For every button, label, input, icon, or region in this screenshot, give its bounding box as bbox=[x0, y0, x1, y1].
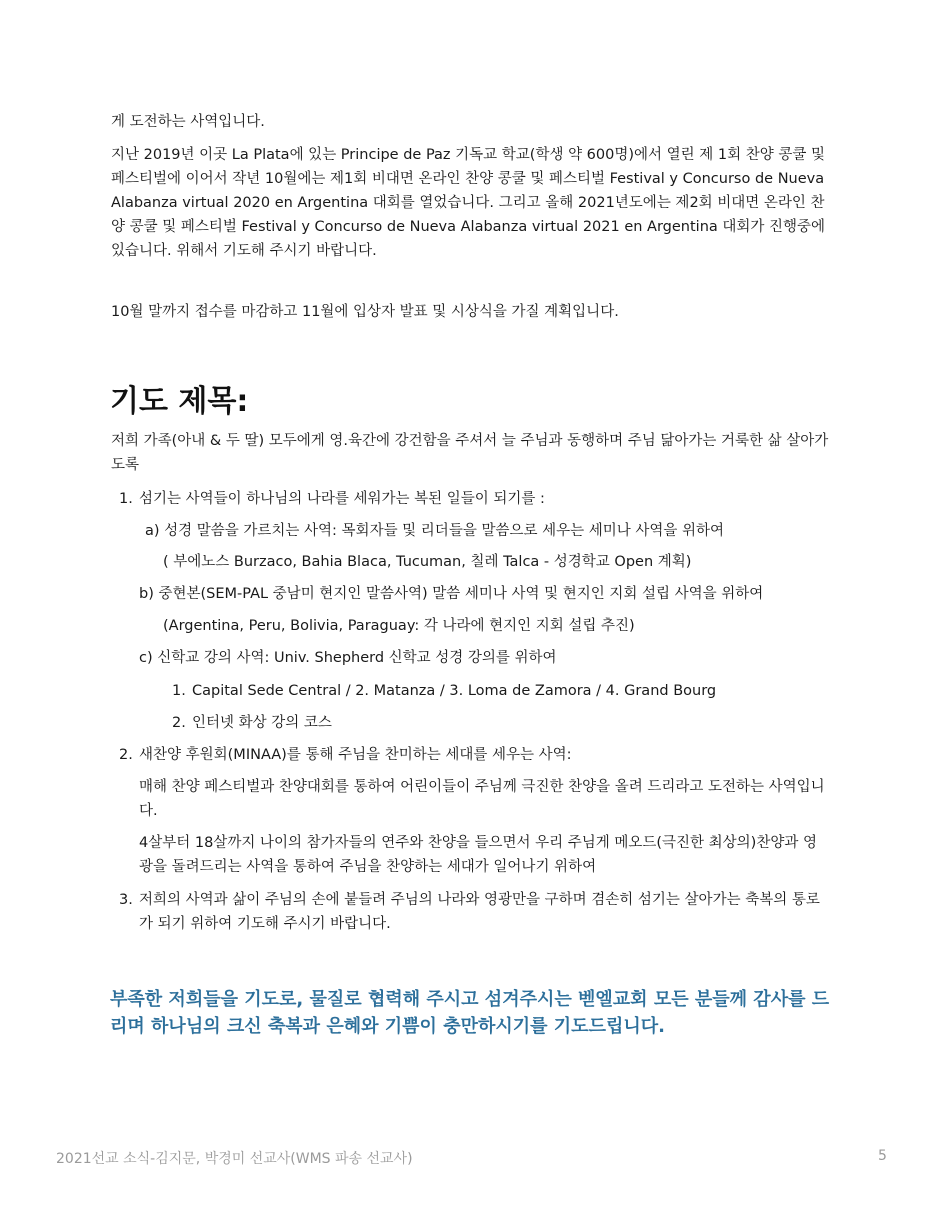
item1-c: c) 신학교 강의 사역: Univ. Shepherd 신학교 성경 강의를 위하여 bbox=[139, 650, 557, 666]
prayer-lead: 저희 가족(아내 & 두 딸) 모두에게 영.육간에 강건함을 주셔서 늘 주님과 동행하며 주님 닮아가는 거룩한 삶 살아가도록 bbox=[111, 433, 829, 473]
page-number: 5 bbox=[878, 1148, 887, 1164]
item3-text: 저희의 사역과 삶이 주님의 손에 붙들려 주님의 나라와 영광만을 구하며 겸손히 섬기는 살아가는 축복의 통로가 되기 위하여 기도해 주시기 바랍니다. bbox=[139, 892, 820, 932]
intro-paragraph-2: 지난 2019년 이곳 La Plata에 있는 Principe de Paz 기독교 학교(학생 약 600명)에서 열린 제 1회 찬양 콩쿨 및 페스티벌에 이어서 작년 10월에는 제1회 비대면 온라인 찬양 콩쿨 및 페스티벌 Festival y Concurso de Nueva Alabanza virtual 2020 en Argentina 대회를 열었습니다. 그리고 올해 2021년도에는 제2회 비대면 온라인 찬양 콩쿨 및 페스티벌 Festival y Concurso de Nueva Alabanza virtual 2021 en Argentina 대회가 진행중에 있습니다. 위해서 기도해 주시기 바랍니다. bbox=[111, 147, 826, 259]
item2-text: 새찬양 후원회(MINAA)를 통해 주님을 찬미하는 세대를 세우는 사역: bbox=[139, 747, 572, 763]
item1-number: 1. bbox=[119, 491, 133, 507]
item1-c2: 인터넷 화상 강의 코스 bbox=[192, 715, 332, 731]
item1-a: a) 성경 말씀을 가르치는 사역: 목회자들 및 리더들을 말씀으로 세우는 세미나 사역을 위하여 bbox=[145, 523, 724, 539]
footer-title: 2021선교 소식-김지문, 박경미 선교사(WMS 파송 선교사) bbox=[56, 1151, 413, 1167]
item2-number: 2. bbox=[119, 747, 133, 763]
item1-text: 섬기는 사역들이 하나님의 나라를 세워가는 복된 일들이 되기를 : bbox=[139, 491, 545, 507]
item1-c2-number: 2. bbox=[172, 715, 186, 731]
item2-paragraph-1: 매해 찬양 페스티벌과 찬양대회를 통하여 어린이들이 주님께 극진한 찬양을 올려 드리라고 도전하는 사역입니다. bbox=[139, 779, 825, 819]
item1-b-sub: (Argentina, Peru, Bolivia, Paraguay: 각 나라에 현지인 지회 설립 추진) bbox=[163, 618, 635, 634]
intro-paragraph-3: 10월 말까지 접수를 마감하고 11월에 입상자 발표 및 시상식을 가질 계획입니다. bbox=[111, 304, 619, 320]
intro-paragraph-1: 게 도전하는 사역입니다. bbox=[111, 114, 265, 130]
item1-b: b) 중현본(SEM-PAL 중남미 현지인 말씀사역) 말씀 세미나 사역 및 현지인 지회 설립 사역을 위하여 bbox=[139, 586, 764, 602]
item1-a-sub: ( 부에노스 Burzaco, Bahia Blaca, Tucuman, 칠레 Talca - 성경학교 Open 계획) bbox=[163, 554, 692, 570]
prayer-heading: 기도 제목: bbox=[110, 384, 249, 419]
item1-c1: Capital Sede Central / 2. Matanza / 3. Loma de Zamora / 4. Grand Bourg bbox=[192, 683, 717, 699]
item2-paragraph-2: 4살부터 18살까지 나이의 참가자들의 연주와 찬양을 들으면서 우리 주님게 메오드(극진한 최상의)찬양과 영광을 돌려드리는 사역을 통하여 주님을 찬양하는 세대가 일어나기 위하여 bbox=[139, 835, 817, 875]
thanks-message: 부족한 저희들을 기도로, 물질로 협력해 주시고 섬겨주시는 벧엘교회 모든 분들께 감사를 드리며 하나님의 크신 축복과 은혜와 기쁨이 충만하시기를 기도드립니다. bbox=[110, 989, 830, 1037]
item1-c1-number: 1. bbox=[172, 683, 186, 699]
item3-number: 3. bbox=[119, 892, 133, 908]
